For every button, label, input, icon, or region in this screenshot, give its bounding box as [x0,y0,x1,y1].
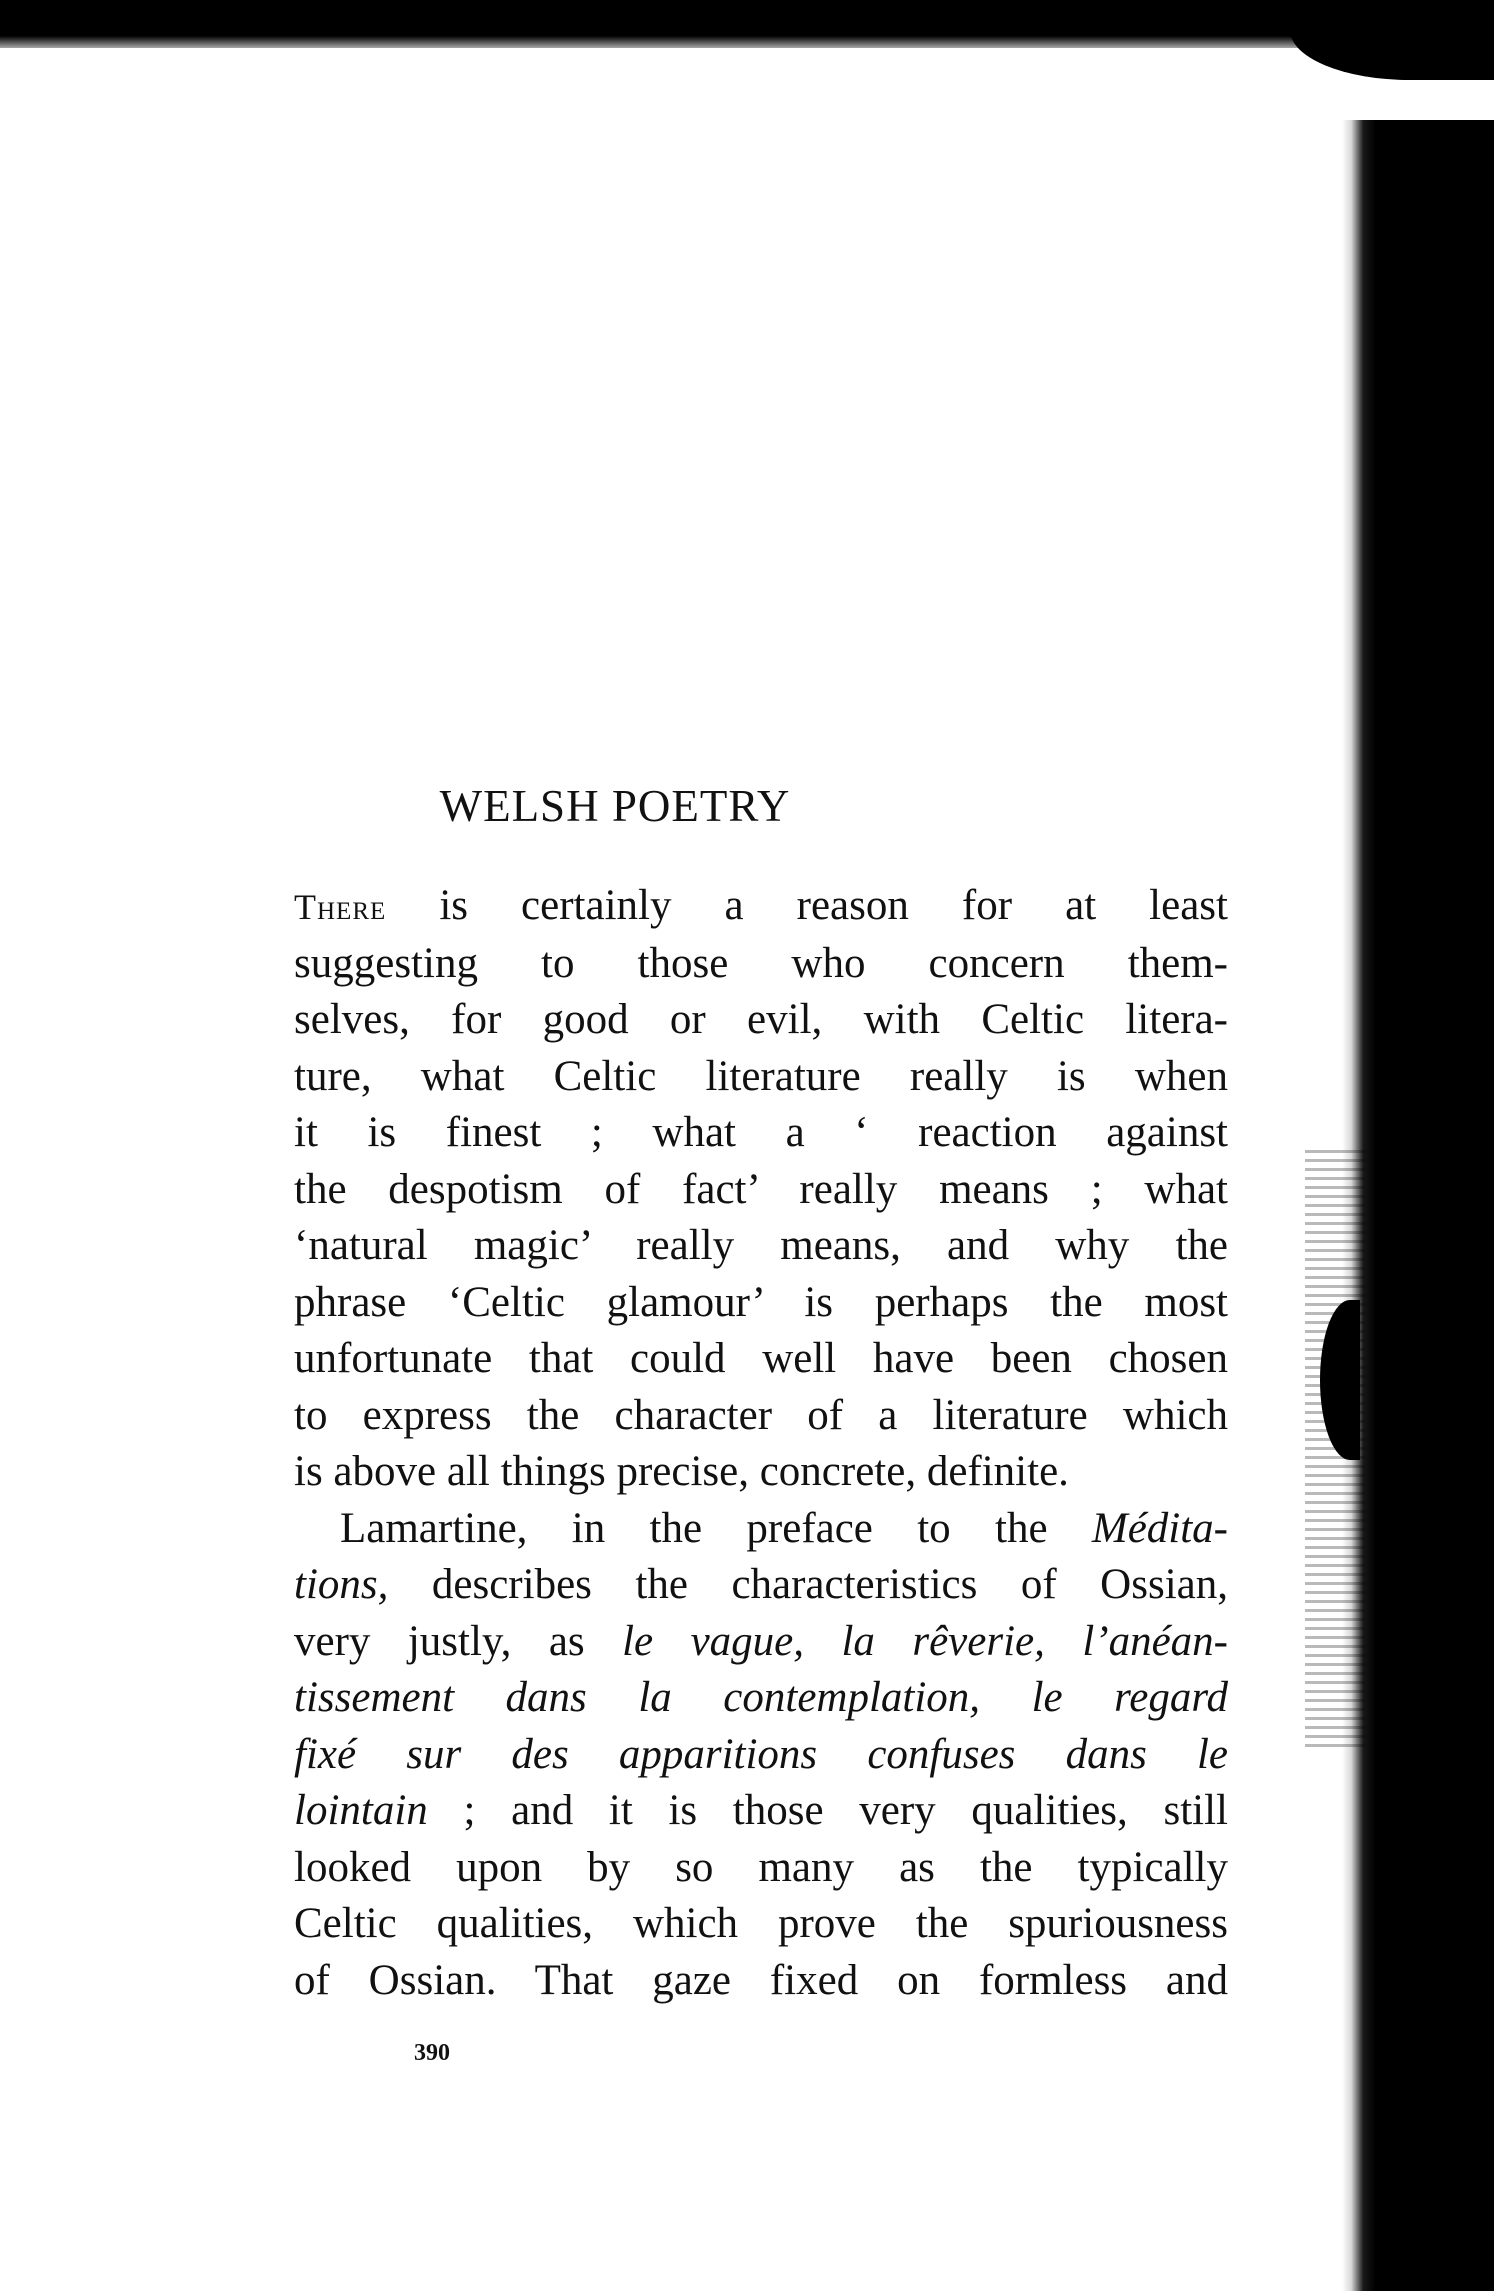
paragraph-2-line-2-text: describes the characteristics of Ossian, [388,1561,1228,1608]
chapter-title: WELSH POETRY [439,781,791,831]
body-text [294,878,1228,2009]
paragraph-1-line-4: ture, what Celtic literature really is when [294,1052,1228,1100]
paragraph-1-line-1-text: is certainly a reason for at least [386,882,1228,929]
paragraph-2-line-1-italic: Médita- [1091,1504,1228,1552]
paragraph-2-line-3-italic: le vague, la rêverie, l’anéan- [622,1617,1228,1665]
paragraph-2-line-7: looked upon by so many as the typically [294,1843,1228,1891]
paragraph-1-line-8: phrase ‘Celtic glamour’ is perhaps the most [294,1278,1228,1326]
paragraph-1-line-11: is above all things precise, concrete, definite. [294,1448,1069,1495]
paragraph-2-line-6-text: ; and it is those very qualities, still [427,1787,1228,1834]
paragraph-2-line-5 [294,1727,1228,1784]
scan-page-curl [1290,30,1494,80]
paragraph-2-line-2-italic: tions, [294,1561,389,1608]
paragraph-1-line-3: selves, for good or evil, with Celtic litera- [294,996,1228,1043]
paragraph-2-line-9: of Ossian. That gaze fixed on formless and [294,1956,1228,2004]
paragraph-2-line-5-italic: fixé sur des apparitions confuses dans le [294,1730,1228,1778]
scan-top-border [0,0,1494,48]
paragraph-2-line-6-italic: lointain [294,1787,428,1834]
paragraph-2-line-8: Celtic qualities, which prove the spuriousness [294,1900,1228,1947]
paragraph-1-line-9: unfortunate that could well have been chosen [294,1335,1228,1382]
paragraph-2-line-2 [294,1557,1228,1614]
paragraph-1-line-1 [294,878,1228,936]
paragraph-1-line-7: ‘natural magic’ really means, and why the [294,1222,1228,1269]
paragraph-2-line-1-text: Lamartine, in the preface to the [340,1504,1092,1552]
paragraph-2-line-4-italic: tissement dans la contemplation, le regard [294,1674,1228,1721]
paragraph-2-line-1 [294,1501,1228,1558]
paragraph-1-lead-word: There [294,887,387,927]
paragraph-1-line-2: suggesting to those who concern them- [294,939,1228,987]
chapter-title-wrapper [0,780,1494,832]
paragraph-2-line-4 [294,1670,1228,1727]
paragraph-2-line-3 [294,1614,1228,1671]
paragraph-2-line-6 [294,1783,1228,1840]
page-number: 390 [414,2040,450,2066]
paragraph-1-line-5: it is finest ; what a ‘ reaction against [294,1109,1228,1156]
paragraph-1-line-10: to express the character of a literature which [294,1391,1228,1439]
paragraph-1-line-6: the despotism of fact’ really means ; what [294,1165,1228,1213]
paragraph-2-line-3-text: very justly, as [294,1617,623,1665]
